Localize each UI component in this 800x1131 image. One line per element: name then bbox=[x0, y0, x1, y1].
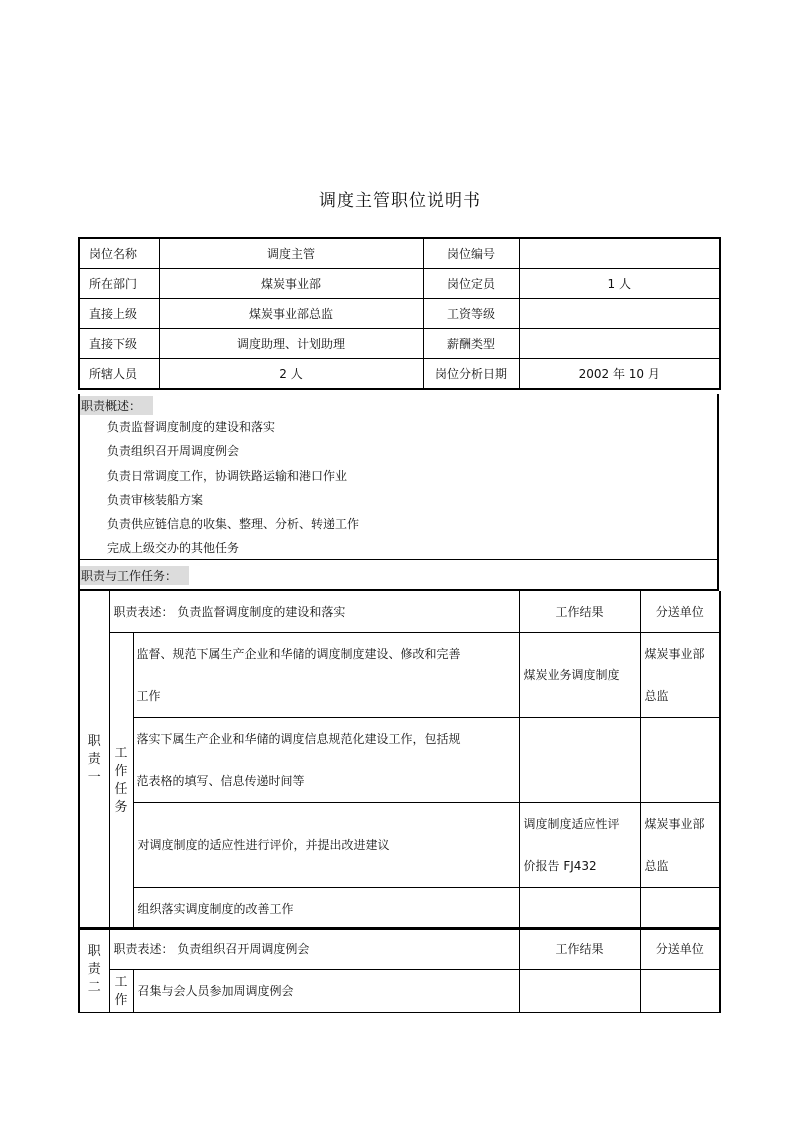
task-label: 工 作 bbox=[109, 969, 133, 1012]
summary-heading: 职责概述： bbox=[80, 396, 153, 415]
task-dest bbox=[640, 717, 720, 802]
info-row bbox=[79, 238, 720, 269]
document-title: 调度主管职位说明书 bbox=[319, 191, 481, 211]
summary-item: 负责监督调度制度的建设和落实 bbox=[107, 420, 276, 434]
task-text: 召集与会人员参加周调度例会 bbox=[133, 969, 519, 1012]
info-value: 1 人 bbox=[519, 269, 720, 299]
task-row bbox=[79, 802, 720, 887]
task-result: 调度制度适应性评 价报告 FJ432 bbox=[519, 802, 640, 887]
info-label: 所辖人员 bbox=[79, 359, 159, 390]
summary-item: 负责审核装船方案 bbox=[107, 492, 204, 507]
info-value bbox=[519, 299, 720, 329]
task-dest bbox=[640, 969, 720, 1012]
info-label: 岗位编号 bbox=[423, 238, 519, 269]
info-value: 2 人 bbox=[159, 359, 423, 390]
info-label: 岗位名称 bbox=[79, 238, 159, 269]
task-result bbox=[519, 969, 640, 1012]
dest-header: 分送单位 bbox=[640, 591, 720, 632]
position-info-table bbox=[78, 237, 721, 390]
task-result bbox=[519, 717, 640, 802]
info-value: 煤炭事业部总监 bbox=[159, 299, 423, 329]
info-label: 所在部门 bbox=[79, 269, 159, 299]
duty-one-label: 职 责 一 bbox=[79, 591, 109, 929]
info-value: 煤炭事业部 bbox=[159, 269, 423, 299]
task-row bbox=[79, 717, 720, 802]
summary-list bbox=[107, 415, 359, 561]
info-row bbox=[79, 299, 720, 329]
task-result bbox=[519, 887, 640, 929]
duty-statement-row bbox=[79, 928, 720, 969]
info-value bbox=[519, 238, 720, 269]
info-row bbox=[79, 269, 720, 299]
task-row bbox=[79, 969, 720, 1012]
task-dest: 煤炭事业部 总监 bbox=[640, 802, 720, 887]
info-label: 岗位定员 bbox=[423, 269, 519, 299]
duty-summary-section bbox=[78, 394, 719, 560]
summary-item: 负责组织召开周调度例会 bbox=[107, 444, 240, 459]
tasks-heading: 职责与工作任务： bbox=[80, 566, 189, 585]
info-row bbox=[79, 329, 720, 359]
task-label: 工 作 任 务 bbox=[109, 632, 133, 929]
info-value: 2002 年 10 月 bbox=[519, 359, 720, 390]
task-dest: 煤炭事业部 总监 bbox=[640, 632, 720, 717]
task-row bbox=[79, 632, 720, 717]
task-text: 对调度制度的适应性进行评价，并提出改进建议 bbox=[133, 802, 519, 887]
summary-item: 完成上级交办的其他任务 bbox=[107, 541, 240, 556]
duty-statement-row bbox=[79, 591, 720, 632]
summary-item: 负责供应链信息的收集、整理、分析、转递工作 bbox=[107, 517, 360, 532]
info-value: 调度助理、计划助理 bbox=[159, 329, 423, 359]
duty-one-table bbox=[78, 591, 721, 930]
duty-statement: 职责表述： 负责监督调度制度的建设和落实 bbox=[109, 591, 519, 632]
info-label: 工资等级 bbox=[423, 299, 519, 329]
info-value bbox=[519, 329, 720, 359]
result-header: 工作结果 bbox=[519, 928, 640, 969]
info-label: 直接上级 bbox=[79, 299, 159, 329]
task-row bbox=[79, 887, 720, 929]
summary-item: 负责日常调度工作，协调铁路运输和港口作业 bbox=[107, 468, 348, 483]
duty-two-table bbox=[78, 927, 721, 1013]
task-text: 组织落实调度制度的改善工作 bbox=[133, 887, 519, 929]
task-text: 监督、规范下属生产企业和华储的调度制度建设、修改和完善 工作 bbox=[133, 632, 519, 717]
duty-two-label: 职 责 二 bbox=[79, 928, 109, 1012]
duty-statement: 职责表述： 负责组织召开周调度例会 bbox=[109, 928, 519, 969]
info-label: 薪酬类型 bbox=[423, 329, 519, 359]
dest-header: 分送单位 bbox=[640, 928, 720, 969]
info-value: 调度主管 bbox=[159, 238, 423, 269]
info-row bbox=[79, 359, 720, 390]
info-label: 直接下级 bbox=[79, 329, 159, 359]
task-text: 落实下属生产企业和华储的调度信息规范化建设工作，包括规 范表格的填写、信息传递时间等 bbox=[133, 717, 519, 802]
info-label: 岗位分析日期 bbox=[423, 359, 519, 390]
result-header: 工作结果 bbox=[519, 591, 640, 632]
tasks-heading-row bbox=[78, 560, 719, 591]
task-dest bbox=[640, 887, 720, 929]
task-result: 煤炭业务调度制度 bbox=[519, 632, 640, 717]
